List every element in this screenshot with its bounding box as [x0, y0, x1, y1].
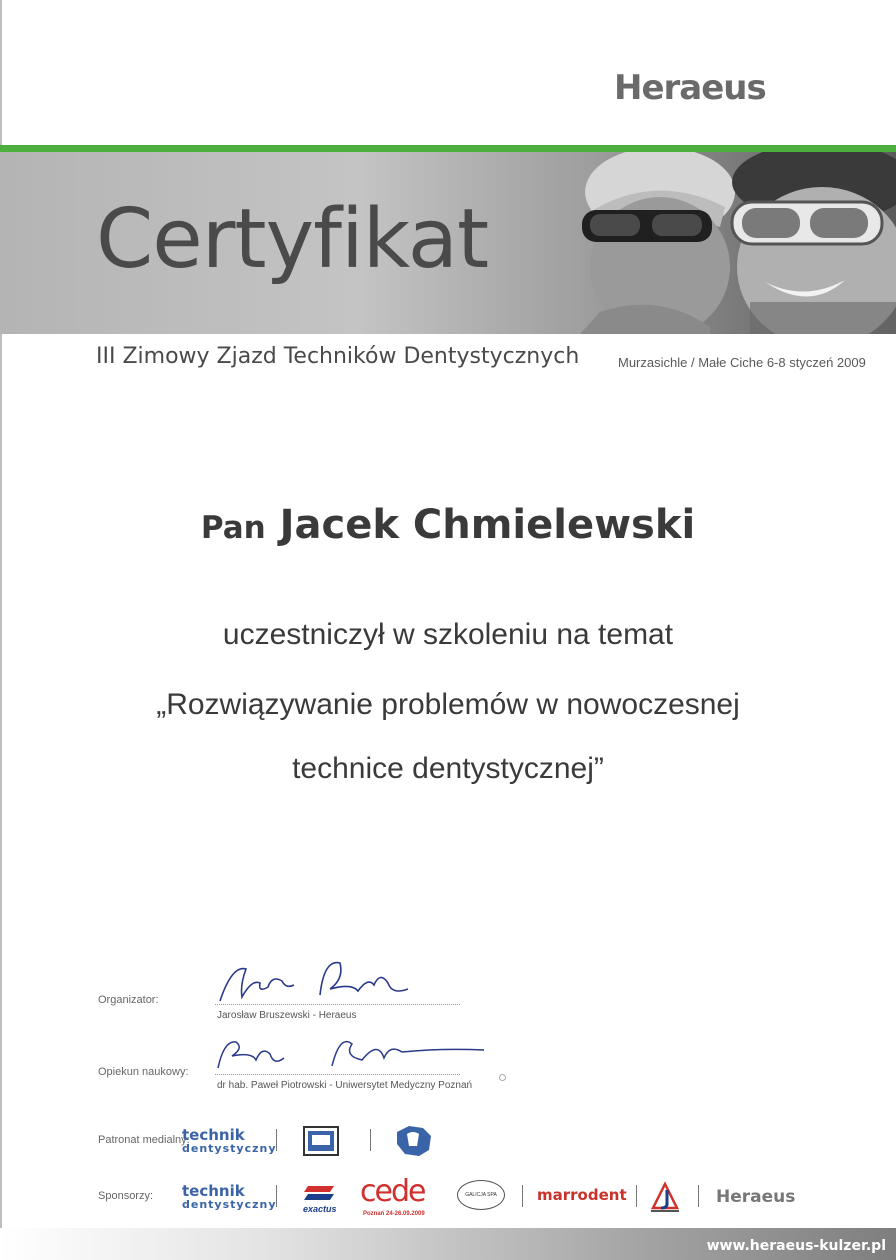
recipient-prefix: Pan: [200, 510, 266, 546]
title-banner: [0, 152, 896, 334]
sponsors-label: Sponsorzy:: [98, 1190, 154, 1202]
organizer-name: Jarosław Bruszewski - Heraeus: [217, 1010, 357, 1021]
recipient: [0, 502, 896, 548]
poland-map-logo: [393, 1122, 435, 1160]
cede-logo: cede: [360, 1174, 425, 1209]
patronage-label: Patronat medialny:: [98, 1134, 190, 1146]
technik-logo-line1: technik: [182, 1126, 245, 1144]
separator: [276, 1185, 277, 1207]
heraeus-logo: Heraeus: [614, 68, 766, 108]
small-mark: [499, 1074, 506, 1081]
separator: [276, 1129, 277, 1151]
technik-dentystyczny-logo: [182, 1184, 277, 1210]
technik-dentystyczny-logo: [182, 1128, 277, 1154]
cede-subtitle: Poznań 24-26.09.2009: [363, 1211, 425, 1217]
supervisor-label: Opiekun naukowy:: [98, 1066, 189, 1078]
organizer-label: Organizator:: [98, 994, 159, 1006]
course-topic-line1: „Rozwiązywanie problemów w nowoczesnej: [156, 688, 740, 721]
organizer-signature: [212, 955, 432, 1007]
participation-text: uczestniczył w szkoleniu na temat: [222, 618, 674, 651]
separator: [522, 1185, 523, 1207]
separator: [698, 1185, 699, 1207]
supervisor-name: dr hab. Paweł Piotrowski - Uniwersytet Medyczny Poznań: [217, 1080, 473, 1091]
event-place-date: Murzasichle / Małe Ciche 6-8 styczeń 2009: [618, 355, 866, 370]
footer-url[interactable]: www.heraeus-kulzer.pl: [706, 1238, 886, 1254]
organizer-signature-line: [215, 1004, 460, 1005]
event-name: III Zimowy Zjazd Techników Dentystycznych: [96, 344, 580, 369]
supervisor-signature-line: [215, 1074, 460, 1075]
media-patron-logo: [303, 1126, 339, 1156]
technik-logo-line2: dentystyczny: [182, 1142, 277, 1155]
j-sponsor-logo: [649, 1180, 681, 1214]
certificate-title: Certyfikat: [96, 192, 489, 287]
course-topic-line2: technice dentystycznej”: [292, 752, 604, 785]
marrodent-logo: marrodent: [537, 1186, 627, 1204]
galicia-logo: GALICJA SPA: [457, 1180, 505, 1210]
supervisor-signature: [212, 1030, 492, 1078]
recipient-name: Jacek Chmielewski: [279, 502, 696, 548]
heraeus-sponsor-logo: Heraeus: [716, 1187, 796, 1207]
technik-logo-line1: technik: [182, 1182, 245, 1200]
separator: [370, 1129, 371, 1151]
technik-logo-line2: dentystyczny: [182, 1198, 277, 1211]
exactus-text: exactus: [303, 1204, 337, 1214]
separator: [636, 1185, 637, 1207]
banner-photo: [560, 152, 896, 334]
green-rule: [0, 145, 896, 152]
